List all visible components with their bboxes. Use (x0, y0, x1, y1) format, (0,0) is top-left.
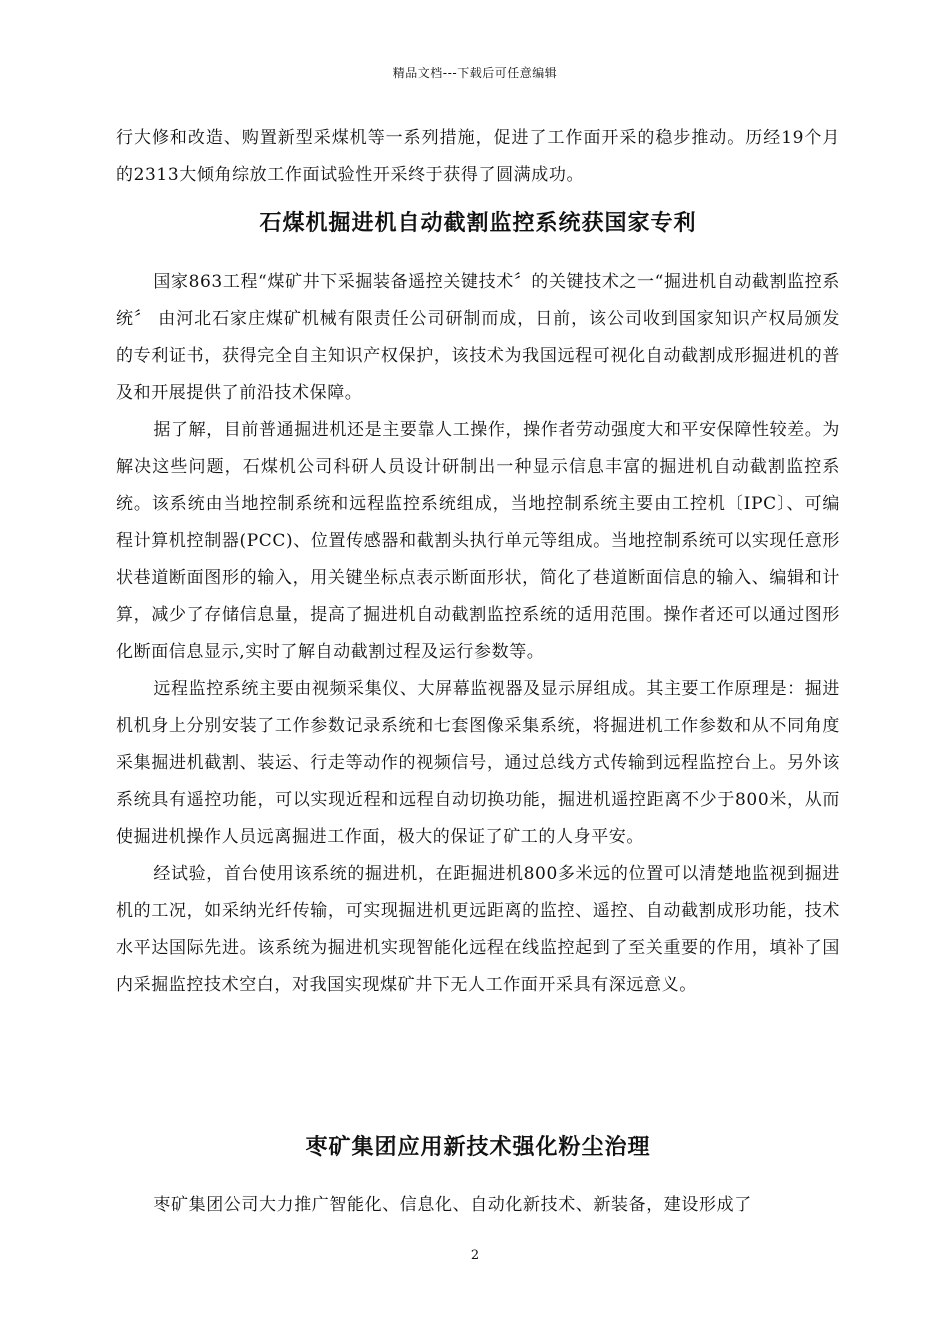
article-2-body (116, 1187, 840, 1224)
article-1-paragraph-1: 国家863工程“煤矿井下采掘装备遥控关键技术〞的关键技术之一“掘进机自动截割监控系统〞 由河北石家庄煤矿机械有限责任公司研制而成，日前，该公司收到国家知识产权局颁发的专利证书，获得完全自主知识产权保护，该技术为我国远程可视化自动截割成形掘进机的普及和开展提供了前沿技术保障。 (116, 272, 840, 403)
article-2-title: 枣矿集团应用新技术强化粉尘治理 (305, 1135, 651, 1160)
article-1-paragraph-4: 经试验，首台使用该系统的掘进机，在距掘进机800多米远的位置可以清楚地监视到掘进机的工况，如采纳光纤传输，可实现掘进机更远距离的监控、遥控、自动截割成形功能，技术水平达国际先进。该系统为掘进机实现智能化远程在线监控起到了至关重要的作用，填补了国内采掘监控技术空白，对我国实现煤矿井下无人工作面开采具有深远意义。 (116, 864, 840, 995)
page-number: 2 (470, 1248, 480, 1263)
article-1-paragraph-2: 据了解，目前普通掘进机还是主要靠人工操作，操作者劳动强度大和平安保障性较差。为解决这些问题，石煤机公司科研人员设计研制出一种显示信息丰富的掘进机自动截割监控系统。该系统由当地控制系统和远程监控系统组成，当地控制系统主要由工控机〔IPC〕、可编程计算机控制器(PCC)、位置传感器和截割头执行单元等组成。当地控制系统可以实现任意形状巷道断面图形的输入，用关键坐标点表示断面形状，简化了巷道断面信息的输入、编辑和计算，减少了存储信息量，提高了掘进机自动截割监控系统的适用范围。操作者还可以通过图形化断面信息显示,实时了解自动截割过程及运行参数等。 (116, 420, 840, 662)
article-2-paragraph-1: 枣矿集团公司大力推广智能化、信息化、自动化新技术、新装备，建设形成了 (153, 1195, 752, 1215)
article-2 (116, 1133, 840, 1163)
continuation-paragraph: 行大修和改造、购置新型采煤机等一系列措施，促进了工作面开采的稳步推动。历经19个月的2313大倾角综放工作面试验性开采终于获得了圆满成功。 (116, 128, 840, 185)
article-1-paragraph-3: 远程监控系统主要由视频采集仪、大屏幕监视器及显示屏组成。其主要工作原理是：掘进机机身上分别安装了工作参数记录系统和七套图像采集系统，将掘进机工作参数和从不同角度采集掘进机截割、装运、行走等动作的视频信号，通过总线方式传输到远程监控台上。另外该系统具有遥控功能，可以实现近程和远程自动切换功能，掘进机遥控距离不少于800米，从而使掘进机操作人员远离掘进工作面，极大的保证了矿工的人身平安。 (116, 679, 840, 847)
article-1 (116, 209, 840, 239)
article-1-body (116, 264, 840, 1004)
continuation-block (116, 120, 840, 194)
article-1-title: 石煤机掘进机自动截割监控系统获国家专利 (259, 211, 697, 236)
running-header: 精品文档---下载后可任意编辑 (392, 66, 558, 80)
